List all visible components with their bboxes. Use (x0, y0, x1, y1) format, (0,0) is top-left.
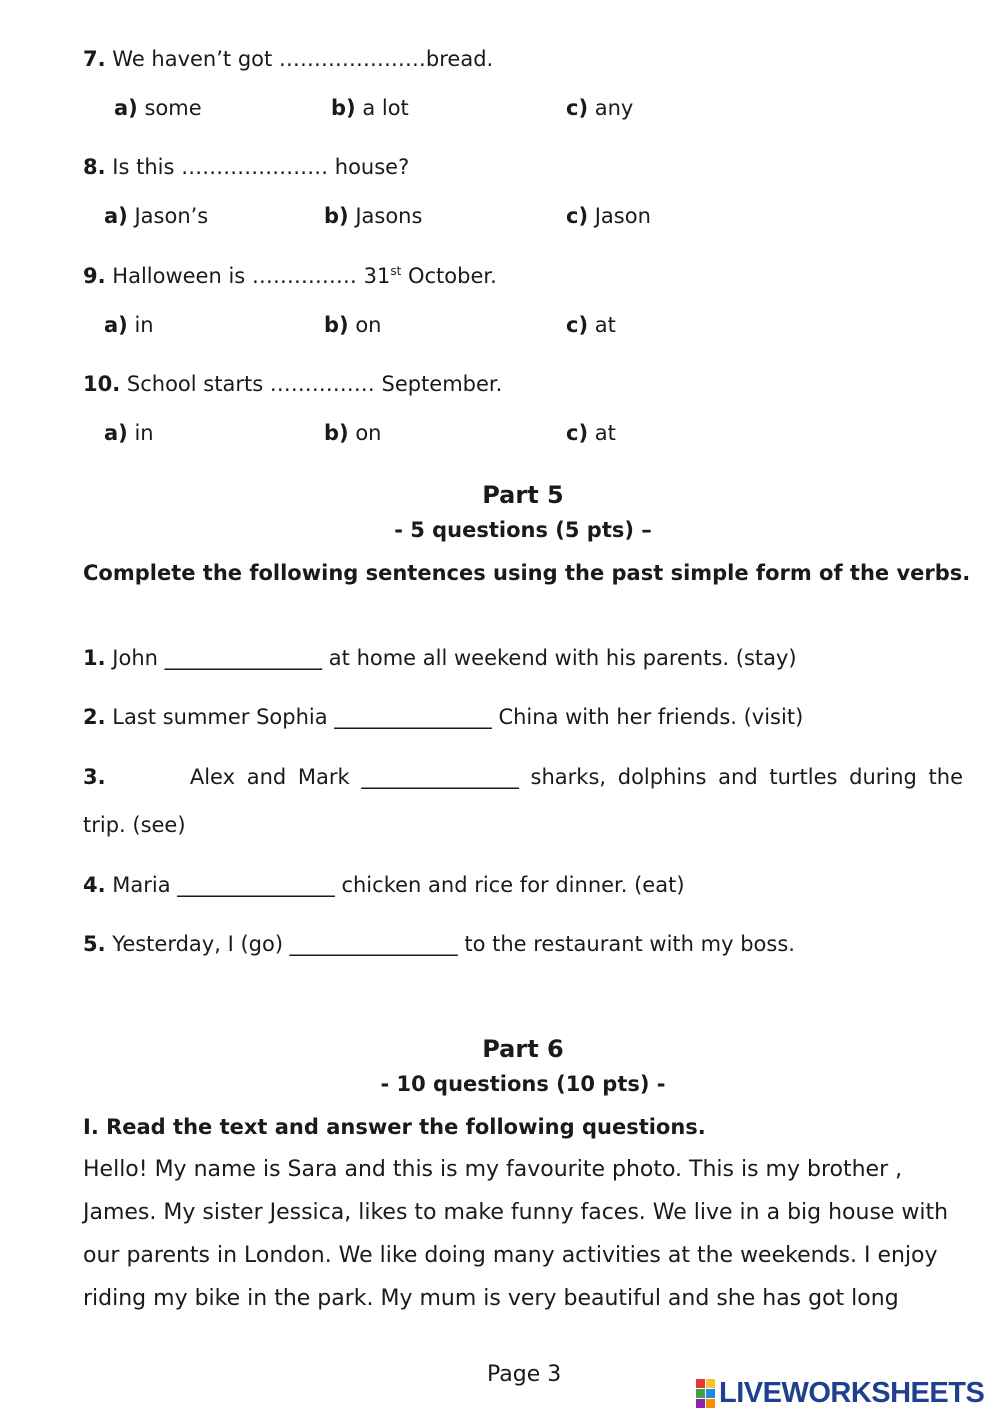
option-text: a lot (362, 96, 409, 120)
question-number: 10. (83, 372, 121, 396)
option-text: on (355, 421, 382, 445)
part-5-title: Part 5 (482, 481, 564, 509)
question-9 (83, 264, 497, 288)
option-letter: c) (566, 421, 589, 445)
sentence-1 (83, 646, 797, 670)
option-text: at (594, 421, 616, 445)
part-5-subtitle: - 5 questions (5 pts) – (394, 518, 652, 542)
option-text: Jasons (355, 204, 423, 228)
logo-square (696, 1399, 705, 1408)
option-letter: b) (324, 204, 349, 228)
question-8 (83, 155, 409, 179)
part-6-subtitle: - 10 questions (10 pts) - (380, 1072, 666, 1096)
option-letter: b) (324, 313, 349, 337)
option-text: in (134, 313, 154, 337)
option-letter: a) (104, 313, 128, 337)
option-c (566, 204, 651, 228)
sentence-text: Last summer Sophia _______________ China with her friends. (visit) (112, 705, 804, 729)
reading-text-line: our parents in London. We like doing many activities at the weekends. I enjoy (83, 1243, 938, 1268)
sentence-number: 3. (83, 765, 106, 789)
sentence-3-continued: trip. (see) (83, 813, 186, 837)
option-letter: c) (566, 204, 589, 228)
logo-square (696, 1389, 705, 1398)
question-7 (83, 47, 493, 71)
sentence-text: Yesterday, I (go) ________________ to the restaurant with my boss. (112, 932, 795, 956)
sentence-number: 2. (83, 705, 106, 729)
sentence-2 (83, 705, 803, 729)
reading-text-line: Hello! My name is Sara and this is my favourite photo. This is my brother , (83, 1157, 903, 1182)
option-letter: c) (566, 96, 589, 120)
sentence-text: Alex and Mark _______________ sharks, dolphins and turtles during the (189, 765, 963, 789)
logo-square (706, 1399, 715, 1408)
option-text: on (355, 313, 382, 337)
question-number: 9. (83, 264, 106, 288)
option-a (114, 96, 202, 120)
sentence-3 (83, 765, 963, 789)
question-text: School starts …………… September. (126, 372, 503, 396)
option-text: any (594, 96, 634, 120)
liveworksheets-logo (696, 1376, 984, 1410)
sentence-number: 4. (83, 873, 106, 897)
sentence-text: John _______________ at home all weekend with his parents. (stay) (112, 646, 797, 670)
ordinal-suffix: st (390, 264, 402, 278)
logo-square (706, 1389, 715, 1398)
part-6-title: Part 6 (482, 1035, 564, 1063)
question-number: 8. (83, 155, 106, 179)
sentence-5 (83, 932, 795, 956)
option-b (324, 204, 422, 228)
option-b (324, 313, 382, 337)
option-letter: b) (324, 421, 349, 445)
option-c (566, 313, 616, 337)
option-c (566, 421, 616, 445)
option-letter: b) (331, 96, 356, 120)
option-letter: a) (104, 421, 128, 445)
option-text: in (134, 421, 154, 445)
option-text: Jason’s (134, 204, 209, 228)
reading-text-line: James. My sister Jessica, likes to make funny faces. We live in a big house with (83, 1200, 949, 1225)
question-text-end: October. (401, 264, 497, 288)
question-text: Is this ………………… house? (112, 155, 410, 179)
logo-icon (696, 1379, 715, 1408)
option-a (104, 421, 154, 445)
sentence-text: Maria _______________ chicken and rice for dinner. (eat) (112, 873, 685, 897)
sentence-4 (83, 873, 685, 897)
option-letter: a) (104, 204, 128, 228)
part-5-instruction: Complete the following sentences using the past simple form of the verbs. (83, 561, 971, 585)
sentence-number: 1. (83, 646, 106, 670)
reading-text-line: riding my bike in the park. My mum is very beautiful and she has got long (83, 1286, 899, 1311)
question-number: 7. (83, 47, 106, 71)
option-text: some (144, 96, 202, 120)
option-b (324, 421, 382, 445)
question-10 (83, 372, 502, 396)
question-text: Halloween is …………… 31 (112, 264, 391, 288)
option-text: at (594, 313, 616, 337)
option-letter: a) (114, 96, 138, 120)
logo-square (696, 1379, 705, 1388)
logo-text: LIVEWORKSHEETS (719, 1376, 985, 1409)
part-6-instruction: I. Read the text and answer the following questions. (83, 1115, 706, 1139)
option-c (566, 96, 633, 120)
question-text: We haven’t got …………………bread. (112, 47, 494, 71)
option-b (331, 96, 409, 120)
logo-square (706, 1379, 715, 1388)
option-a (104, 204, 208, 228)
option-letter: c) (566, 313, 589, 337)
option-text: Jason (594, 204, 651, 228)
option-a (104, 313, 154, 337)
sentence-number: 5. (83, 932, 106, 956)
page-number: Page 3 (487, 1362, 562, 1387)
